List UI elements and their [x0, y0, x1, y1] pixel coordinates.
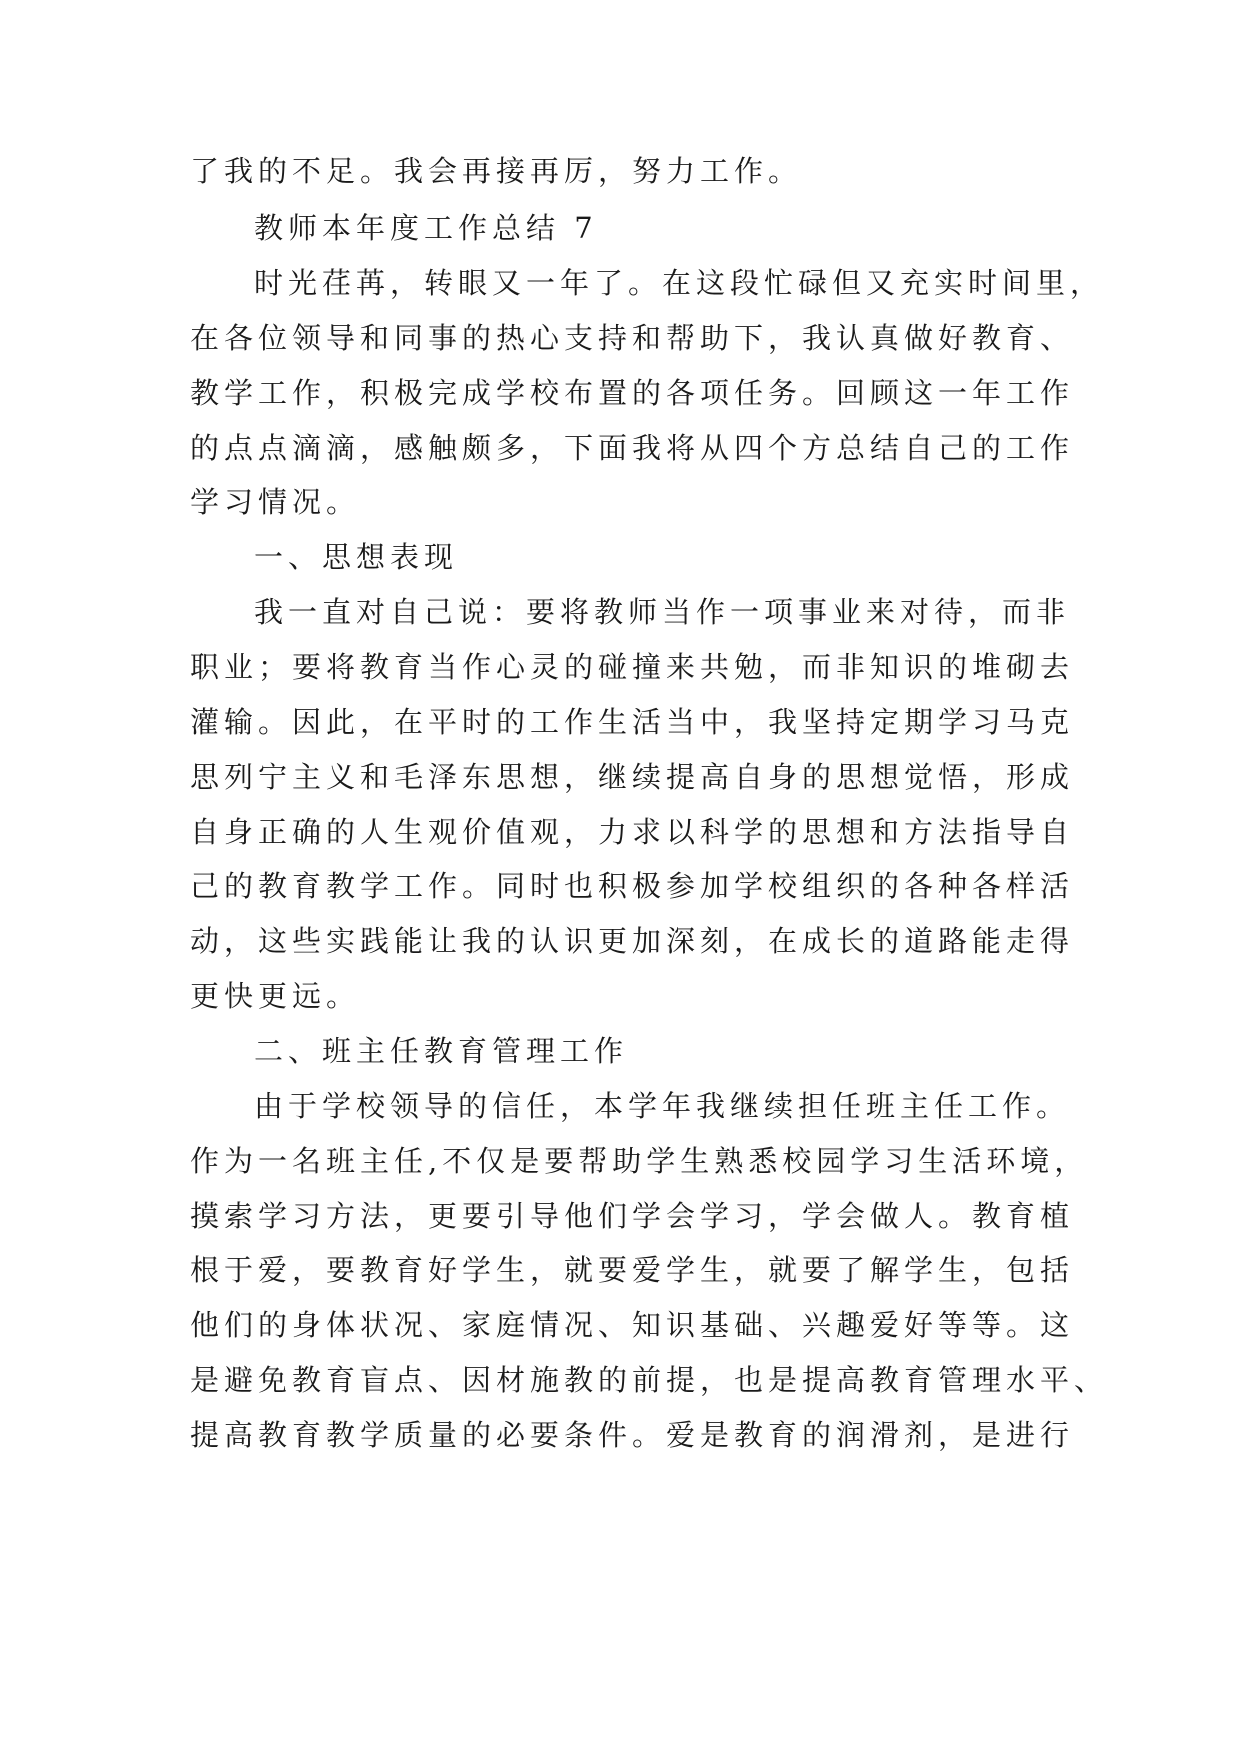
text-line: 他们的身体状况、家庭情况、知识基础、兴趣爱好等等。这 — [190, 1308, 1075, 1342]
text-line: 时光荏苒，转眼又一年了。在这段忙碌但又充实时间里， — [254, 266, 1105, 300]
text-line: 动，这些实践能让我的认识更加深刻，在成长的道路能走得 — [190, 924, 1075, 958]
text-line: 作为一名班主任,不仅是要帮助学生熟悉校园学习生活环境， — [190, 1144, 1089, 1178]
text-line: 摸索学习方法，更要引导他们学会学习，学会做人。教育植 — [190, 1199, 1075, 1233]
text-line: 在各位领导和同事的热心支持和帮助下，我认真做好教育、 — [190, 321, 1075, 355]
text-line: 我一直对自己说：要将教师当作一项事业来对待，而非 — [254, 595, 1071, 629]
text-line: 的点点滴滴，感触颇多，下面我将从四个方总结自己的工作 — [190, 431, 1075, 465]
text-line: 教学工作，积极完成学校布置的各项任务。回顾这一年工作 — [190, 376, 1075, 410]
text-line: 己的教育教学工作。同时也积极参加学校组织的各种各样活 — [190, 869, 1075, 903]
text-line: 了我的不足。我会再接再厉，努力工作。 — [190, 154, 803, 188]
text-line: 自身正确的人生观价值观，力求以科学的思想和方法指导自 — [190, 815, 1075, 849]
section-heading: 教师本年度工作总结 7 — [254, 211, 598, 245]
text-line: 灌输。因此，在平时的工作生活当中，我坚持定期学习马克 — [190, 705, 1075, 739]
section-heading: 一、思想表现 — [254, 540, 459, 574]
text-line: 提高教育教学质量的必要条件。爱是教育的润滑剂，是进行 — [190, 1418, 1075, 1452]
text-line: 根于爱，要教育好学生，就要爱学生，就要了解学生，包括 — [190, 1253, 1075, 1287]
text-line: 职业；要将教育当作心灵的碰撞来共勉，而非知识的堆砌去 — [190, 650, 1075, 684]
section-heading: 二、班主任教育管理工作 — [254, 1034, 629, 1068]
text-line: 更快更远。 — [190, 979, 361, 1013]
text-line: 学习情况。 — [190, 485, 361, 519]
text-line: 由于学校领导的信任，本学年我继续担任班主任工作。 — [254, 1089, 1071, 1123]
text-line: 是避免教育盲点、因材施教的前提，也是提高教育管理水平、 — [190, 1363, 1109, 1397]
text-line: 思列宁主义和毛泽东思想，继续提高自身的思想觉悟，形成 — [190, 760, 1075, 794]
